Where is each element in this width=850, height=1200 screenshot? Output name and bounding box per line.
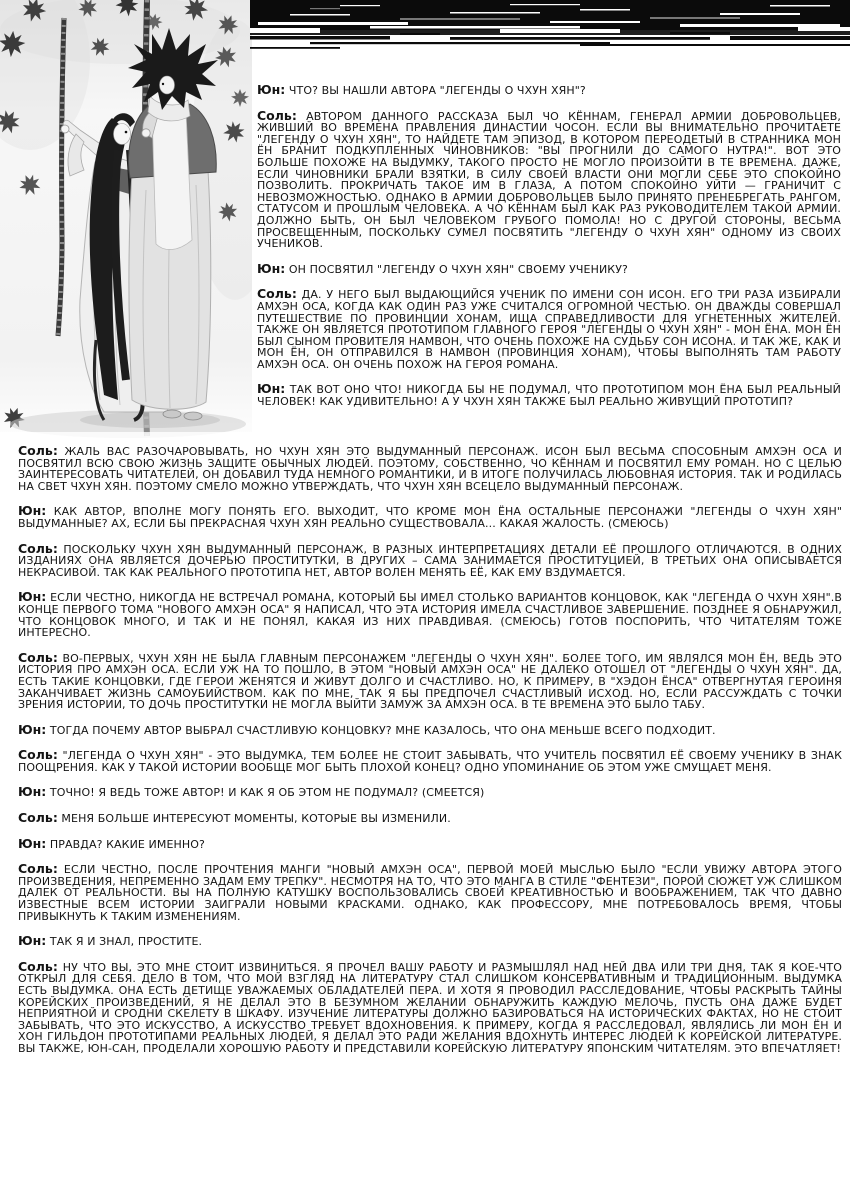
dialogue-top <box>257 84 841 445</box>
dialogue-text: "ЛЕГЕНДА О ЧХУН ХЯН" - ЭТО ВЫДУМКА, ТЕМ БОЛЕЕ НЕ СТОИТ ЗАБЫВАТЬ, ЧТО УЧИТЕЛЬ ПОСВЯТИЛ ЕЁ СВОЕМУ УЧЕНИКУ В ЗНАК ПООЩРЕНИЯ. КАК У ТАКОЙ ИСТОРИИ ВООБЩЕ МОГ БЫТЬ ПЛОХОЙ КОНЕЦ? ОДНО УПОМИНАНИЕ ОБ ЭТОМ УЖЕ СМУЩАЕТ МЕНЯ. <box>18 749 842 774</box>
dialogue-text: ТОГДА ПОЧЕМУ АВТОР ВЫБРАЛ СЧАСТЛИВУЮ КОНЦОВКУ? МНЕ КАЗАЛОСЬ, ЧТО ОНА МЕНЬШЕ ВСЕГО ПОДХОДИТ. <box>46 723 716 737</box>
dialogue-entry <box>18 749 842 773</box>
dialogue-entry <box>18 812 842 825</box>
dialogue-text: ЕСЛИ ЧЕСТНО, ПОСЛЕ ПРОЧТЕНИЯ МАНГИ "НОВЫЙ АМХЭН ОСА", ПЕРВОЙ МОЕЙ МЫСЛЬЮ БЫЛО "ЕСЛИ УВИЖУ АВТОРА ЭТОГО ПРОИЗВЕДЕНИЯ, НЕПРЕМЕННО ЗАДАМ ЕМУ ТРЕПКУ". НЕСМОТРЯ НА ТО, ЧТО ЭТО МАНГА В СТИЛЕ "ФЕНТЕЗИ", ПОРОЙ СЮЖЕТ УЖ СЛИШКОМ ДАЛЕК ОТ РЕАЛЬНОСТИ. ВЫ НА ПОЛНУЮ КАТУШКУ ВОСПОЛЬЗОВАЛИСЬ СВОЕЙ КРЕАТИВНОСТЬЮ И ВООБРАЖЕНИЕМ, ТАК ЧТО ДАВНО ИЗВЕСТНЫЕ ВСЕМ ИСТОРИИ ЗАИГРАЛИ НОВЫМИ КРАСКАМИ. ОДНАКО, КАК ПРОФЕССОРУ, МНЕ ПОТРЕБОВАЛОСЬ ВРЕМЯ, ЧТОБЫ ПРИВЫКНУТЬ К ТАКИМ ИЗМЕНЕНИЯМ. <box>18 863 842 923</box>
dialogue-entry <box>18 786 842 799</box>
dialogue-entry <box>18 649 842 712</box>
dialogue-text: АВТОРОМ ДАННОГО РАССКАЗА БЫЛ ЧО КЁННАМ, ГЕНЕРАЛ АРМИИ ДОБРОВОЛЬЦЕВ, ЖИВШИЙ ВО ВРЕМЕНА ПРАВЛЕНИЯ ДИНАСТИИ ЧОСОН. ЕСЛИ ВЫ ВНИМАТЕЛЬНО ПРОЧИТАЕТЕ "ЛЕГЕНДУ О ЧХУН ХЯН", ТО НАЙДЕТЕ ТАМ ЭПИЗОД, В КОТОРОМ ПЕРЕОДЕТЫЙ В СТРАННИКА МОН ЁН БРАНИТ ПОДКУПЛЕННЫХ ЧИНОВНИКОВ: "ВЫ ПРОГНИЛИ ДО САМОГО НУТРА!". ВОТ ЭТО БОЛЬШЕ ПОХОЖЕ НА ВЫДУМКУ, ТАКОГО ПРОСТО НЕ МОГЛО ПРОИЗОЙТИ В ТЕ ВРЕМЕНА. ДАЖЕ, ЕСЛИ ЧИНОВНИКИ БРАЛИ ВЗЯТКИ, В СИЛУ СВОЕЙ ВЛАСТИ ОНИ МОГЛИ СЕБЕ ЭТО СПОКОЙНО ПОЗВОЛИТЬ. ПРОКРИЧАТЬ ТАКОЕ ИМ В ГЛАЗА, А ПОТОМ СПОКОЙНО УЙТИ — ГРАНИЧИТ С НЕВОЗМОЖНОСТЬЮ. ОДНАКО В АРМИИ ДОБРОВОЛЬЦЕВ БЫЛО ПРИНЯТО ПРЕНЕБРЕГАТЬ РАНГОМ, СТАТУСОМ И ПРОШЛЫМ ЧЕЛОВЕКА. А ЧО КЁННАМ БЫЛ КАК РАЗ РУКОВОДИТЕЛЕМ ТАКОЙ АРМИИ. ДОЛЖНО БЫТЬ, ОН БЫЛ ЧЕЛОВЕКОМ ГРУБОГО ПОМОЛА! НО С ДРУГОЙ СТОРОНЫ, ВЕСЬМА ПРОСВЕЩЕННЫМ, ПОСКОЛЬКУ СУМЕЛ ПОСВЯТИТЬ "ЛЕГЕНДУ О ЧХУН ХЯН" ОДНОМУ ИЗ СВОИХ УЧЕНИКОВ. <box>257 109 841 251</box>
dialogue-text: НУ ЧТО ВЫ, ЭТО МНЕ СТОИТ ИЗВИНИТЬСЯ. Я ПРОЧЕЛ ВАШУ РАБОТУ И РАЗМЫШЛЯЛ НАД НЕЙ ДВА ИЛИ ТРИ ДНЯ, ТАК Я КОЕ-ЧТО ОТКРЫЛ ДЛЯ СЕБЯ. ДЕЛО В ТОМ, ЧТО МОЙ ВЗГЛЯД НА ЛИТЕРАТУРУ СТАЛ СЛИШКОМ КОНСЕРВАТИВНЫМ И ТРАДИЦИОННЫМ. ВЫДУМКА ЕСТЬ ВЫДУМКА. ОНА ЕСТЬ ДЕТИЩЕ УВАЖАЕМЫХ ОБЛАДАТЕЛЕЙ ПЕРА. И ХОТЯ Я ПРОВОДИЛ РАССЛЕДОВАНИЕ, ЧТОБЫ РАСКРЫТЬ ТАЙНЫ КОРЕЙСКИХ ПРОИЗВЕДЕНИЙ, Я НЕ ДЕЛАЛ ЭТО В БЕЗУМНОМ ЖЕЛАНИИ ОБНАРУЖИТЬ КАЖДУЮ МЕЛОЧЬ, ПУСТЬ ОНА ДАЖЕ БУДЕТ НЕПРИЯТНОЙ И СРОДНИ СКЕЛЕТУ В ШКАФУ. ИЗУЧЕНИЕ ЛИТЕРАТУРЫ ДОЛЖНО БАЗИРОВАТЬСЯ НА ИСТОРИЧЕСКИХ ФАКТАХ, НО НЕ СТОИТ ЗАБЫВАТЬ, ЧТО ЭТО ИСКУССТВО, А ИСКУССТВО ТРЕБУЕТ ВДОХНОВЕНИЯ. К ПРИМЕРУ, КОГДА Я РАССЛЕДОВАЛ, ЯВЛЯЛИСЬ ЛИ МОН ЁН И ХОН ГИЛЬДОН ПРОТОТИПАМИ РЕАЛЬНЫХ ЛЮДЕЙ, Я ДЕЛАЛ ЭТО РАДИ ЖЕЛАНИЯ ВДОХНУТЬ ИНТЕРЕС ЛЮДЕЙ К КОРЕЙСКОЙ ЛИТЕРАТУРЕ. ВЫ ТАКЖЕ, ЮН-САН, ПРОДЕЛАЛИ ХОРОШУЮ РАБОТУ И ПРЕДСТАВИЛИ КОРЕЙСКУЮ ЛИТЕРАТУРУ ЯПОНСКИМ ЧИТАТЕЛЯМ. ЭТО ВПЕЧАТЛЯЕТ! <box>18 960 842 1055</box>
speaker-label: Соль: <box>18 810 58 826</box>
dialogue-bottom <box>18 445 842 1055</box>
dialogue-entry <box>18 505 842 529</box>
dialogue-text: ЧТО? ВЫ НАШЛИ АВТОРА "ЛЕГЕНДЫ О ЧХУН ХЯН"? <box>285 84 586 97</box>
dialogue-entry <box>18 721 842 737</box>
dialogue-text: КАК АВТОР, ВПОЛНЕ МОГУ ПОНЯТЬ ЕГО. ВЫХОДИТ, ЧТО КРОМЕ МОН ЁНА ОСТАЛЬНЫЕ ПЕРСОНАЖИ "ЛЕГЕНДЫ О ЧХУН ХЯН" ВЫДУМАННЫЕ? АХ, ЕСЛИ БЫ ПРЕКРАСНАЯ ЧХУН ХЯН РЕАЛЬНО СУЩЕСТВОВАЛА... КАКАЯ ЖАЛОСТЬ. (СМЕЮСЬ) <box>18 505 842 530</box>
dialogue-entry <box>18 958 842 1055</box>
dialogue-text: МЕНЯ БОЛЬШЕ ИНТЕРЕСУЮТ МОМЕНТЫ, КОТОРЫЕ ВЫ ИЗМЕНИЛИ. <box>57 812 451 826</box>
dialogue-entry <box>257 107 841 251</box>
dialogue-text: ТАК ВОТ ОНО ЧТО! НИКОГДА БЫ НЕ ПОДУМАЛ, ЧТО ПРОТОТИПОМ МОН ЁНА БЫЛ РЕАЛЬНЫЙ ЧЕЛОВЕК! КАК УДИВИТЕЛЬНО! А У ЧХУН ХЯН ТАКЖЕ БЫЛ РЕАЛЬНО ЖИВУЩИЙ ПРОТОТИП? <box>257 383 841 409</box>
dialogue-entry <box>257 260 841 276</box>
speaker-label: Юн: <box>257 82 286 97</box>
speaker-label: Юн: <box>18 784 47 800</box>
speaker-label: Соль: <box>18 958 58 974</box>
dialogue-entry <box>18 591 842 638</box>
dialogue-text: ЖАЛЬ ВАС РАЗОЧАРОВЫВАТЬ, НО ЧХУН ХЯН ЭТО ВЫДУМАННЫЙ ПЕРСОНАЖ. ИСОН БЫЛ ВЕСЬМА СПОСОБНЫМ АМХЭН ОСА И ПОСВЯТИЛ ВСЮ СВОЮ ЖИЗНЬ ЗАЩИТЕ ОБЫЧНЫХ ЛЮДЕЙ. ПОЭТОМУ, СОБСТВЕННО, ЧО КЁННАМ И ПОСВЯТИЛ ЕМУ РОМАН. НО С ЦЕЛЬЮ ЗАИНТЕРЕСОВАТЬ ЧИТАТЕЛЕЙ, ОН ДОБАВИЛ ТУДА НЕМНОГО РОМАНТИКИ, И В ИТОГЕ ПОЛУЧИЛАСЬ ЛЮБОВНАЯ ИСТОРИЯ. ТАК И РОДИЛАСЬ НА СВЕТ ЧХУН ХЯН. ПОЭТОМУ СМЕЛО МОЖНО УТВЕРЖДАТЬ, ЧТО ЧХУН ХЯН ВСЕЦЕЛО ВЫДУМАННЫЙ ПЕРСОНАЖ. <box>18 445 842 493</box>
dialogue-entry <box>18 540 842 579</box>
dialogue-text: ВО-ПЕРВЫХ, ЧХУН ХЯН НЕ БЫЛА ГЛАВНЫМ ПЕРСОНАЖЕМ "ЛЕГЕНДЫ О ЧХУН ХЯН". БОЛЕЕ ТОГО, ИМ ЯВЛЯЛСЯ МОН ЁН, ВЕДЬ ЭТО ИСТОРИЯ ПРО АМХЭН ОСА. ЕСЛИ УЖ НА ТО ПОШЛО, В ЭТОМ "НОВЫЙ АМХЭН ОСА" НЕ ДАЛЕКО ОТОШЕЛ ОТ "ЛЕГЕНДЫ О ЧХУН ХЯН". ДА, ЕСТЬ ТАКИЕ КОНЦОВКИ, ГДЕ ГЕРОИ ЖЕНЯТСЯ И ЖИВУТ ДОЛГО И СЧАСТЛИВО. НО, К ПРИМЕРУ, В "ХЭДОН ЁНСА" ОТВЕРГНУТАЯ ГЕРОИНЯ ЗАКАНЧИВАЕТ ЖИЗНЬ САМОУБИЙСТВОМ. КАК ПО МНЕ, ТАК Я БЫ ПРЕДПОЧЕЛ СЧАСТЛИВЫЙ ИСХОД. НО, ЕСЛИ РАССУЖДАТЬ С ТОЧКИ ЗРЕНИЯ ИСТОРИИ, ТО ДОЧЬ ПРОСТИТУТКИ НЕ МОГЛА ВЫЙТИ ЗАМУЖ ЗА АМХЭН ОСА. В ТЕ ВРЕМЕНА ЭТО БЫЛО ТАБУ. <box>18 651 842 712</box>
dialogue-entry <box>257 383 841 407</box>
dialogue-text: ПРАВДА? КАКИЕ ИМЕННО? <box>46 837 205 851</box>
speaker-label: Соль: <box>18 540 58 556</box>
dialogue-entry <box>18 863 842 922</box>
dialogue-entry <box>257 288 841 370</box>
speaker-label: Соль: <box>257 286 297 302</box>
speaker-label: Соль: <box>257 107 297 123</box>
dialogue-text: ПОСКОЛЬКУ ЧХУН ХЯН ВЫДУМАННЫЙ ПЕРСОНАЖ, В РАЗНЫХ ИНТЕРПРЕТАЦИЯХ ДЕТАЛИ ЕЁ ПРОШЛОГО ОТЛИЧАЮТСЯ. В ОДНИХ ИЗДАНИЯХ ОНА ЯВЛЯЕТСЯ ДОЧЕРЬЮ ПРОСТИТУТКИ, В ДРУГИХ – САМА ЗАНИМАЕТСЯ ПРОСТИТУЦИЕЙ, В ТРЕТЬИХ ОНА ОПИСЫВАЕТСЯ НЕКРАСИВОЙ. ТАК КАК РЕАЛЬНОГО ПРОТОТИПА НЕТ, АВТОР ВОЛЕН МЕНЯТЬ ЕЁ, КАК ЕМУ ВЗДУМАЕТСЯ. <box>18 542 842 579</box>
speaker-label: Юн: <box>18 721 47 737</box>
dialogue-entry <box>257 84 841 97</box>
dialogue-text: ТОЧНО! Я ВЕДЬ ТОЖЕ АВТОР! И КАК Я ОБ ЭТОМ НЕ ПОДУМАЛ? (СМЕЕТСЯ) <box>46 786 485 800</box>
speaker-label: Соль: <box>18 747 58 763</box>
speaker-label: Юн: <box>18 589 47 605</box>
speaker-label: Юн: <box>18 933 47 949</box>
speaker-label: Юн: <box>18 503 47 519</box>
dialogue-text: ОН ПОСВЯТИЛ "ЛЕГЕНДУ О ЧХУН ХЯН" СВОЕМУ УЧЕНИКУ? <box>285 262 628 276</box>
speaker-label: Юн: <box>257 260 286 276</box>
dialogue-text: ЕСЛИ ЧЕСТНО, НИКОГДА НЕ ВСТРЕЧАЛ РОМАНА, КОТОРЫЙ БЫ ИМЕЛ СТОЛЬКО ВАРИАНТОВ КОНЦОВОК, КАК "ЛЕГЕНДА О ЧХУН ХЯН".В КОНЦЕ ПЕРВОГО ТОМА "НОВОГО АМХЭН ОСА" Я НАПИСАЛ, ЧТО ЭТА ИСТОРИЯ ИМЕЛА СЧАСТЛИВОЕ ЗАВЕРШЕНИЕ. ПОЗДНЕЕ Я ОБНАРУЖИЛ, ЧТО КОНЦОВОК МНОГО, И ТАК И НЕ ПОНЯЛ, КАКАЯ ИЗ НИХ ПРАВДИВАЯ. (СМЕЮСЬ) ГОТОВ ПОСПОРИТЬ, ЧТО ЧИТАТЕЛЯМ ТОЖЕ ИНТЕРЕСНО. <box>18 591 842 640</box>
speaker-label: Юн: <box>257 381 286 397</box>
speaker-label: Соль: <box>18 861 58 877</box>
speaker-label: Соль: <box>18 649 58 665</box>
speaker-label: Юн: <box>18 835 47 851</box>
dialogue-text: ДА. У НЕГО БЫЛ ВЫДАЮЩИЙСЯ УЧЕНИК ПО ИМЕНИ СОН ИСОН. ЕГО ТРИ РАЗА ИЗБИРАЛИ АМХЭН ОСА, КОГДА КАК ОДИН РАЗ УЖЕ СЧИТАЛСЯ ОГРОМНОЙ ЧЕСТЬЮ. ОН ДВАЖДЫ СОВЕРШАЛ ПУТЕШЕСТВИЕ ПО ПРОВИНЦИИ ХОНАМ, ИЩА СПРАВЕДЛИВОСТИ ДЛЯ УГНЕТЕННЫХ ЖИТЕЛЕЙ. ТАКЖЕ ОН ЯВЛЯЕТСЯ ПРОТОТИПОМ ГЛАВНОГО ГЕРОЯ "ЛЕГЕНДЫ О ЧХУН ХЯН" - МОН ЁНА. МОН ЁН БЫЛ СЫНОМ ПРОВИТЕЛЯ НАМВОН, ЧТО ОЧЕНЬ ПОХОЖЕ НА СУДЬБУ СОН ИСОНА. И ТАК ЖЕ, КАК И МОН ЁН, ОН ОТПРАВИЛСЯ В НАМВОН (ПРОВИНЦИЯ ХОНАМ), ЧТОБЫ ВЫПОЛНЯТЬ ТАМ РАБОТУ АМХЭН ОСА. ОН ОЧЕНЬ ПОХОЖ НА ГЕРОЯ РОМАНА. <box>257 288 841 371</box>
speaker-label: Соль: <box>18 443 58 458</box>
dialogue-entry <box>18 835 842 851</box>
dialogue-text: ТАК Я И ЗНАЛ, ПРОСТИТЕ. <box>46 935 203 949</box>
dialogue-entry <box>18 935 842 948</box>
dialogue-entry <box>18 445 842 492</box>
